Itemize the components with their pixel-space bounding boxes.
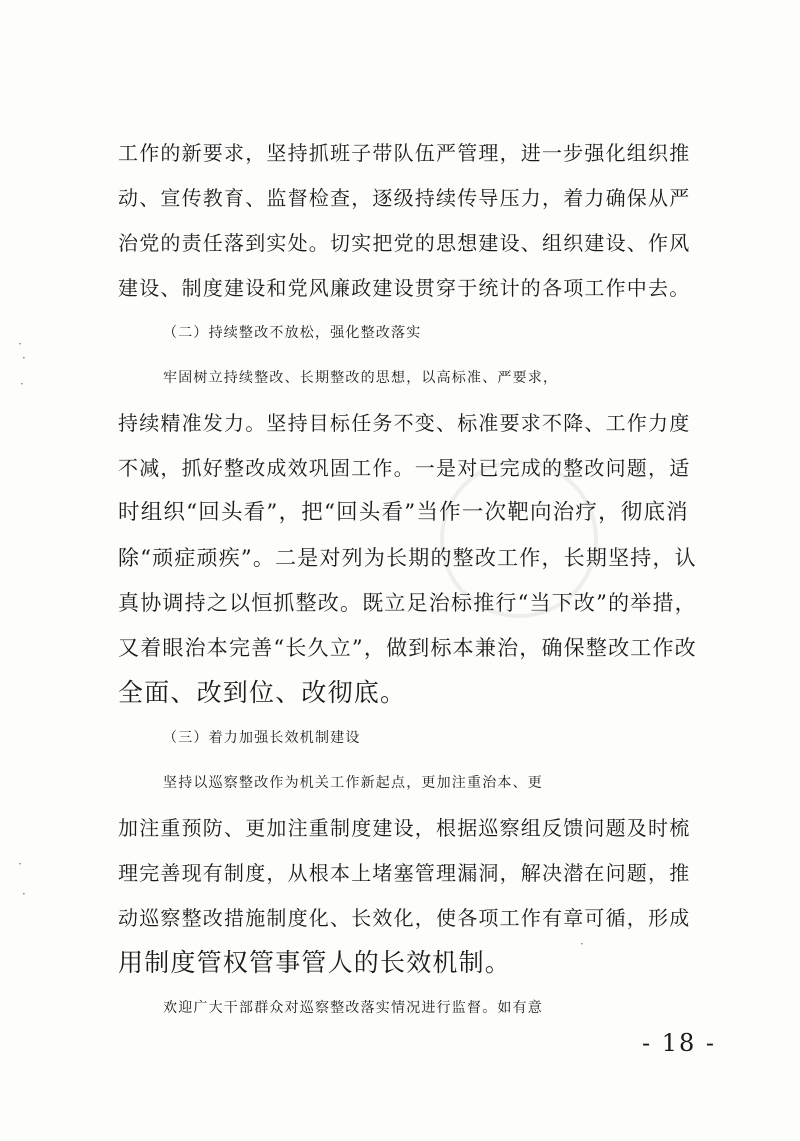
body-text-line: 不减，抓好整改成效巩固工作。一是对已完成的整改问题，适 (118, 456, 691, 480)
body-text-line: 又着眼治本完善“长久立”，做到标本兼治，确保整改工作改 (118, 636, 697, 660)
body-text-line: 动、宣传教育、监督检查，逐级持续传导压力，着力确保从严 (118, 186, 691, 210)
body-text-line: 加注重预防、更加注重制度建设，根据巡察组反馈问题及时梳 (118, 816, 691, 840)
body-text-line: 全面、改到位、改彻底。 (118, 678, 407, 707)
scan-speck: · (18, 337, 22, 351)
scan-speck: · (22, 887, 26, 901)
body-text-line: 工作的新要求，坚持抓班子带队伍严管理，进一步强化组织推 (118, 141, 691, 165)
body-text-line: 理完善现有制度，从根本上堵塞管理漏洞，解决潜在问题，推 (118, 861, 691, 885)
scan-speck: · (580, 937, 584, 951)
body-text-line: 治党的责任落到实处。切实把党的思想建设、组织建设、作风 (118, 231, 691, 255)
scan-speck: · (20, 377, 24, 391)
body-text-line: 时组织“回头看”，把“回头看”当作一次靶向治疗，彻底消 (118, 500, 689, 525)
body-text-line: 真协调持之以恒抓整改。既立足治标推行“当下改”的举措， (118, 591, 697, 615)
page-number: - 18 - (642, 1029, 717, 1057)
section-heading: （三）着力加强长效机制建设 (163, 730, 361, 746)
scan-speck: · (18, 857, 22, 871)
body-text-line: 用制度管权管事管人的长效机制。 (118, 948, 512, 977)
body-text-line: 除“顽症顽疾”。二是对列为长期的整改工作，长期坚持，认 (118, 546, 697, 570)
section-heading: （二）持续整改不放松，强化整改落实 (163, 325, 422, 341)
scan-speck: · (22, 351, 26, 365)
body-text-line: 欢迎广大干部群众对巡察整改落实情况进行监督。如有意 (163, 1000, 543, 1016)
body-text-line: 动巡察整改措施制度化、长效化，使各项工作有章可循，形成 (118, 906, 691, 930)
body-text-line: 坚持以巡察整改作为机关工作新起点，更加注重治本、更 (163, 775, 543, 791)
body-text-line: 牢固树立持续整改、长期整改的思想，以高标准、严要求， (163, 370, 559, 386)
body-text-line: 建设、制度建设和党风廉政建设贯穿于统计的各项工作中去。 (118, 276, 691, 300)
body-text-line: 持续精准发力。坚持目标任务不变、标准要求不降、工作力度 (118, 411, 691, 435)
